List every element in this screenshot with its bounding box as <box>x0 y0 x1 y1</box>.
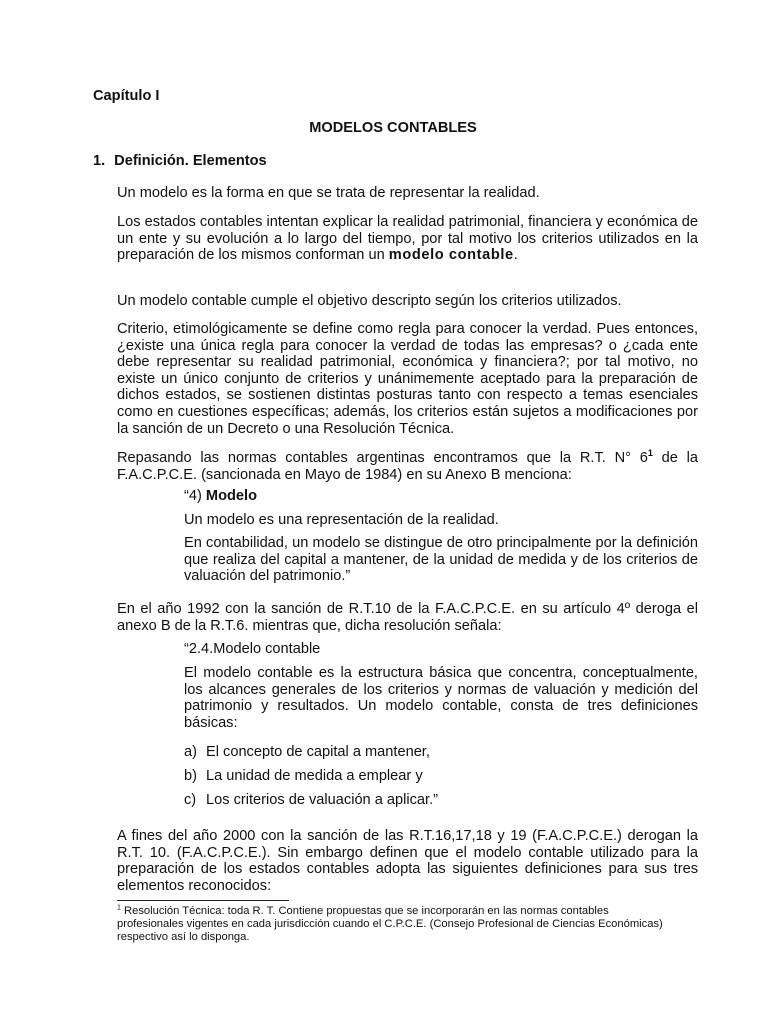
list-text: La unidad de medida a emplear y <box>206 768 423 784</box>
list-text: El concepto de capital a mantener, <box>206 744 430 760</box>
paragraph-1: Un modelo es la forma en que se trata de representar la realidad. <box>117 185 540 201</box>
footnote-marker: 1 <box>117 904 121 912</box>
paragraph-6: En el año 1992 con la sanción de R.T.10 de la F.A.C.P.C.E. en su artículo 4º deroga el anexo B de la R.T.6. mientras que, dicha resolución señala: <box>117 601 698 634</box>
list-text: Los criterios de valuación a aplicar.” <box>206 792 438 808</box>
quote-1-paragraph-1: Un modelo es una representación de la realidad. <box>184 512 499 528</box>
footnote-reference: 1 <box>647 448 653 459</box>
section-heading <box>93 153 267 169</box>
quote-1-paragraph-2: En contabilidad, un modelo se distingue de otro principalmente por la definición que realiza del capital a mantener, de la unidad de medida y de los criterios de valuación del patrimonio.” <box>184 535 698 585</box>
paragraph-5-text: Repasando las normas contables argentinas encontramos que la R.T. N° 6 <box>117 450 648 466</box>
quote-2-paragraph: El modelo contable es la estructura básica que concentra, conceptualmente, los alcances generales de los criterios y normas de valuación y medición del patrimonio y resultados. Un modelo contable, consta de tres definiciones básicas: <box>184 665 698 731</box>
footnote-text: Resolución Técnica: toda R. T. Contiene propuestas que se incorporarán en las normas contables profesionales vigentes en cada jurisdicción cuando el C.P.C.E. (Consejo Profesional de Ciencias Económicas) respectivo así lo disponga. <box>117 905 663 944</box>
footnote-separator <box>117 900 289 901</box>
list-item <box>184 744 430 761</box>
quote-1-title: Modelo <box>205 488 257 504</box>
paragraph-2-end: . <box>513 247 518 264</box>
paragraph-2 <box>117 214 698 264</box>
paragraph-2-text: Los estados contables intentan explicar la realidad patrimonial, financiera y económica de un ente y su evolución a lo largo del tiempo, por tal motivo los criterios utilizados en la preparación de los mismos conforman un <box>117 214 698 264</box>
paragraph-2-bold: modelo contable <box>388 247 514 264</box>
quote-2-heading: “2.4.Modelo contable <box>184 641 321 657</box>
list-item <box>184 768 423 785</box>
chapter-label: Capítulo I <box>93 88 160 104</box>
list-marker: b) <box>184 768 197 784</box>
quote-1-heading <box>184 488 257 504</box>
paragraph-3: Un modelo contable cumple el objetivo descripto según los criterios utilizados. <box>117 293 622 309</box>
footnote <box>117 905 677 945</box>
list-marker: c) <box>184 792 197 808</box>
document-title: MODELOS CONTABLES <box>309 120 477 136</box>
paragraph-5-end: de la F.A.C.P.C.E. (sancionada en Mayo de 1984) en su Anexo B menciona: <box>117 450 698 483</box>
paragraph-7: A fines del año 2000 con la sanción de las R.T.16,17,18 y 19 (F.A.C.P.C.E.) derogan la R.T. 10. (F.A.C.P.C.E.). Sin embargo definen que el modelo contable utilizado para la preparación de los estados contables adopta las siguientes definiciones para sus tres elementos reconocidos: <box>117 828 698 894</box>
paragraph-4: Criterio, etimológicamente se define como regla para conocer la verdad. Pues entonces, ¿existe una única regla para conocer la verdad de todas las empresas? o ¿cada ente debe representar su realidad patrimonial, económica y financiera?; por tal motivo, no existe un único conjunto de criterios y unánimemente aceptado para la preparación de dichos estados, se sostienen distintas posturas tanto con respecto a temas esenciales como en cuestiones específicas; además, los criterios están sujetos a modificaciones por la sanción de un Decreto o una Resolución Técnica. <box>117 321 698 437</box>
list-marker: a) <box>184 744 197 760</box>
paragraph-5 <box>117 450 698 483</box>
quote-1-number: “4) <box>184 488 202 504</box>
section-title: Definición. Elementos <box>114 153 267 169</box>
list-item <box>184 792 438 809</box>
section-number: 1. <box>93 153 106 169</box>
